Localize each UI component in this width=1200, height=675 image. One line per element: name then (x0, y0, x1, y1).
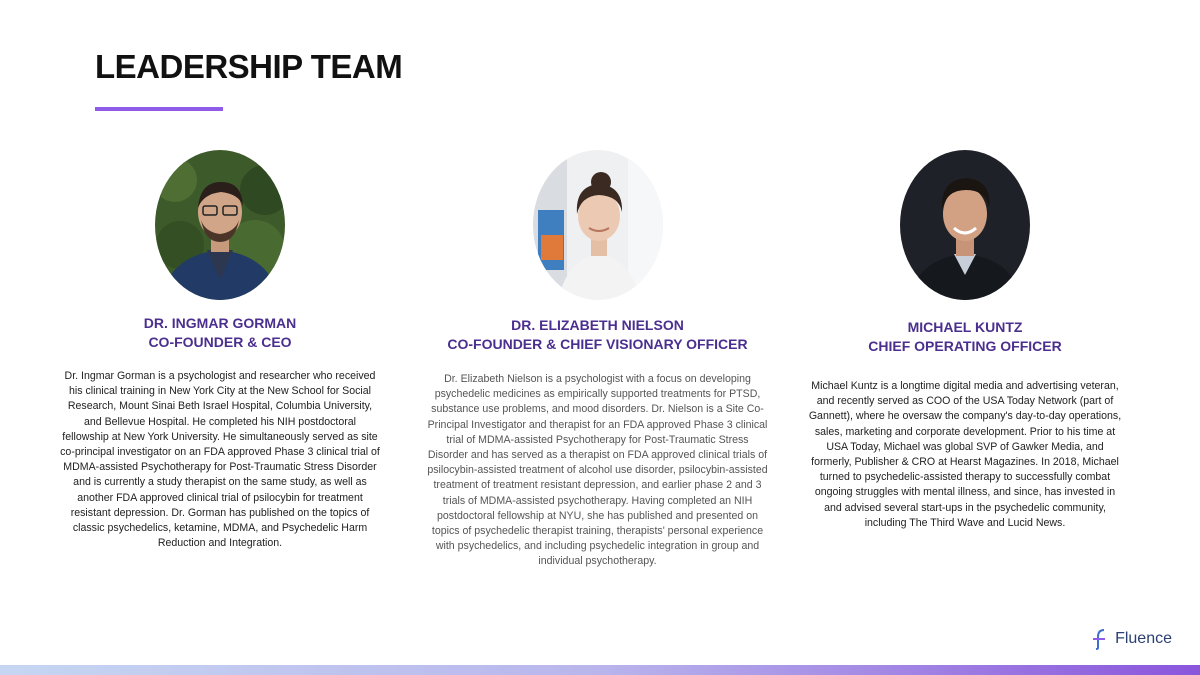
page-title: LEADERSHIP TEAM (95, 48, 403, 85)
member-role: CHIEF OPERATING OFFICER (868, 338, 1062, 354)
team-member-card (60, 150, 380, 551)
portrait-photo (533, 150, 663, 300)
member-role: CO-FOUNDER & CHIEF VISIONARY OFFICER (447, 336, 748, 352)
team-member-card (805, 150, 1125, 531)
portrait-photo (900, 150, 1030, 300)
member-name: DR. ELIZABETH NIELSON (511, 317, 684, 333)
logo-text: Fluence (1115, 630, 1172, 647)
member-name: MICHAEL KUNTZ (907, 319, 1023, 335)
avatar (533, 150, 663, 300)
fluence-logo (1090, 628, 1172, 650)
title-underline (95, 107, 223, 111)
bottom-gradient-bar (0, 665, 1200, 675)
member-bio: Michael Kuntz is a longtime digital media and advertising veteran, and recently served as COO of the USA Today Network (part of Gannett), where he oversaw the company's day-to-day operations, sales, marketing and corporate development. Prior to his time at USA Today, Michael was global SVP of Gawker Media, and formerly, Publisher & CRO at Hearst Magazines. In 2018, Michael turned to psychedelic-assisted therapy to successfully combat ongoing struggles with mental illness, and since, has invested in and advised several start-ups in the psychedelic community, including The Third Wave and Lucid News. (808, 380, 1122, 529)
member-bio: Dr. Ingmar Gorman is a psychologist and researcher who received his clinical training in New York City at the New School for Social Research, Mount Sinai Beth Israel Hospital, Columbia University, and Bellevue Hospital. He completed his NIH postdoctoral fellowship at New York University. He simultaneously served as site co-principal investigator on an FDA approved Phase 3 clinical trial of MDMA-assisted Psychotherapy for Post-Traumatic Stress Disorder and is currently a study therapist on the same study, as well as another FDA approved clinical trial of psilocybin for treatment resistant depression. Dr. Gorman has published on the topics of classic psychedelics, ketamine, MDMA, and Psychedelic Harm Reduction and Integration. (60, 370, 380, 550)
member-name: DR. INGMAR GORMAN (143, 315, 297, 331)
avatar (155, 150, 285, 300)
portrait-photo (155, 150, 285, 300)
fluence-logo-icon (1090, 628, 1110, 650)
avatar (900, 150, 1030, 300)
member-role: CO-FOUNDER & CEO (148, 334, 292, 350)
team-member-card (425, 150, 770, 570)
member-bio: Dr. Elizabeth Nielson is a psychologist with a focus on developing psychedelic medicines as empirically supported treatments for PTSD, substance use problems, and mood disorders. Dr. Nielson is a Site Co-Principal Investigator and therapist for an FDA approved Phase 3 clinical trial of MDMA-assisted Psychotherapy for Post-Traumatic Stress Disorder and has served as a therapist on FDA approved clinical trials of psilocybin-assisted treatment of alcohol use disorder, psilocybin-assisted treatment of treatment resistant depression, and earlier phase 2 and 3 trials of MDMA-assisted psychotherapy. Having completed an NIH postdoctoral fellowship at NYU, she has published and presented on topics of psychedelic therapist training, therapists' personal experience with psychedelics, and including psychedelic integration in group and individual psychotherapy. (427, 373, 768, 568)
